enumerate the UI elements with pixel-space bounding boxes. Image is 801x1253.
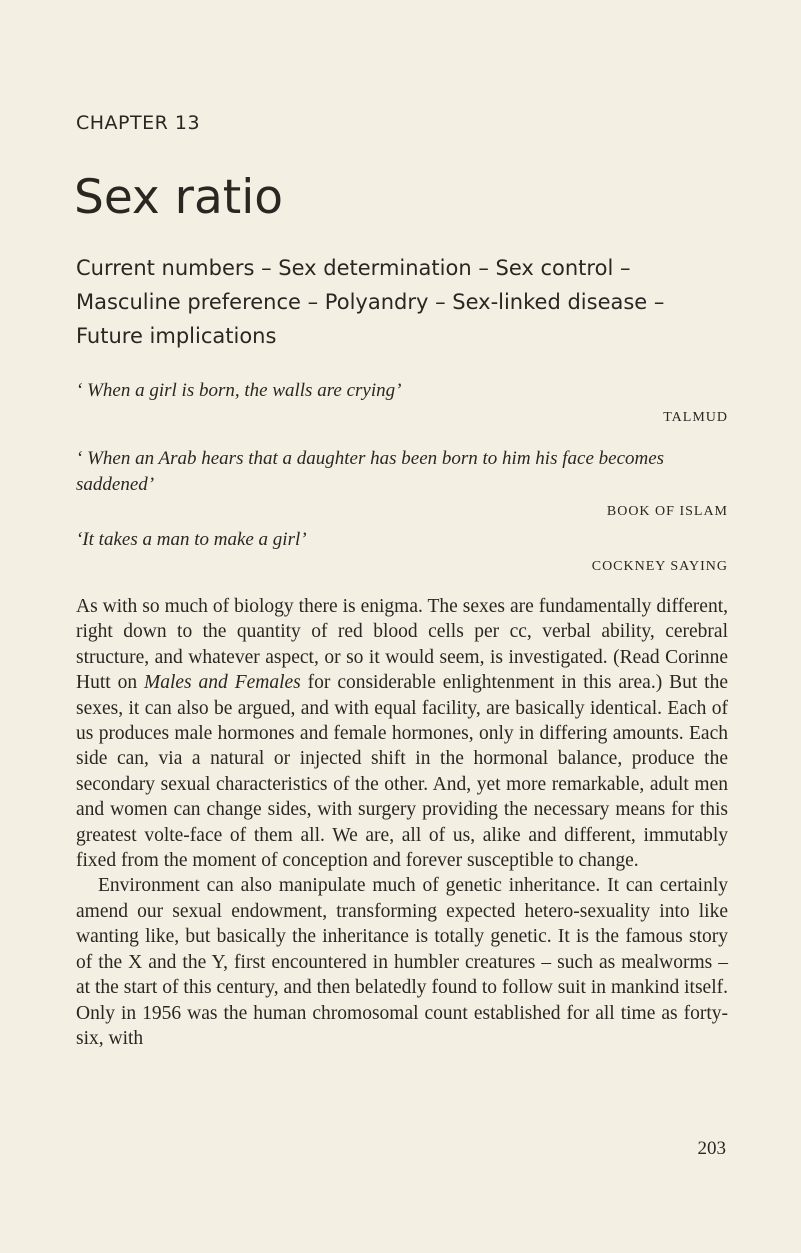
paragraph-text: As with so much of biology there is enigma. The sexes are fundamentally different, right down to the quantity of red blood cells per cc, verbal ability, cerebral structure, and whatever aspect, or so it would seem, is investigated. (Read Corinne Hutt on — [76, 596, 728, 694]
body-paragraph-1 — [76, 594, 728, 873]
epigraph-source: BOOK OF ISLAM — [606, 504, 728, 519]
epigraph-2 — [76, 446, 728, 523]
chapter-label: CHAPTER 13 — [76, 112, 201, 134]
epigraph-source: COCKNEY SAYING — [591, 559, 728, 574]
paragraph-text: for considerable enlightenment in this area.) But the sexes, it can also be argued, and with equal facility, are basically identical. Each of us produces male hormones and female hormones, only in differing amounts. Each side can, via a natural or injected shift in the hormonal balance, produce the secondary sexual characteristics of the other. And, yet more remarkable, adult men and women can change sides, with surgery providing the necessary means for this greatest volte-face of them all. We are, all of us, alike and different, immutably fixed from the moment of conception and forever susceptible to change. — [76, 672, 729, 872]
chapter-title: Sex ratio — [74, 170, 284, 225]
epigraph-quote: ‘ When an Arab hears that a daughter has been born to him his face becomes saddened’ — [76, 448, 665, 495]
epigraph-1 — [76, 378, 728, 429]
epigraph-quote: ‘It takes a man to make a girl’ — [76, 529, 307, 550]
epigraph-quote: ‘ When a girl is born, the walls are crying’ — [76, 380, 402, 401]
epigraph-3 — [76, 527, 728, 578]
body-text — [76, 594, 728, 1051]
body-paragraph-2: Environment can also manipulate much of genetic inheritance. It can certainly amend our sexual endowment, transforming expected hetero-sexuality into like wanting like, but basically the inheritance is totally genetic. It is the famous story of the X and the Y, first encountered in humbler creatures – such as mealworms – at the start of this century, and then belatedly found to follow suit in mankind itself. Only in 1956 was the human chromosomal count established for all time as forty-six, with — [76, 875, 728, 1049]
epigraph-source: TALMUD — [663, 410, 728, 425]
book-page — [76, 0, 728, 1253]
page-number: 203 — [697, 1138, 726, 1159]
chapter-subtitle: Current numbers – Sex determination – Sex control – Masculine preference – Polyandry – Sex-linked disease – Future implications — [76, 256, 665, 348]
book-title: Males and Females — [143, 672, 301, 694]
